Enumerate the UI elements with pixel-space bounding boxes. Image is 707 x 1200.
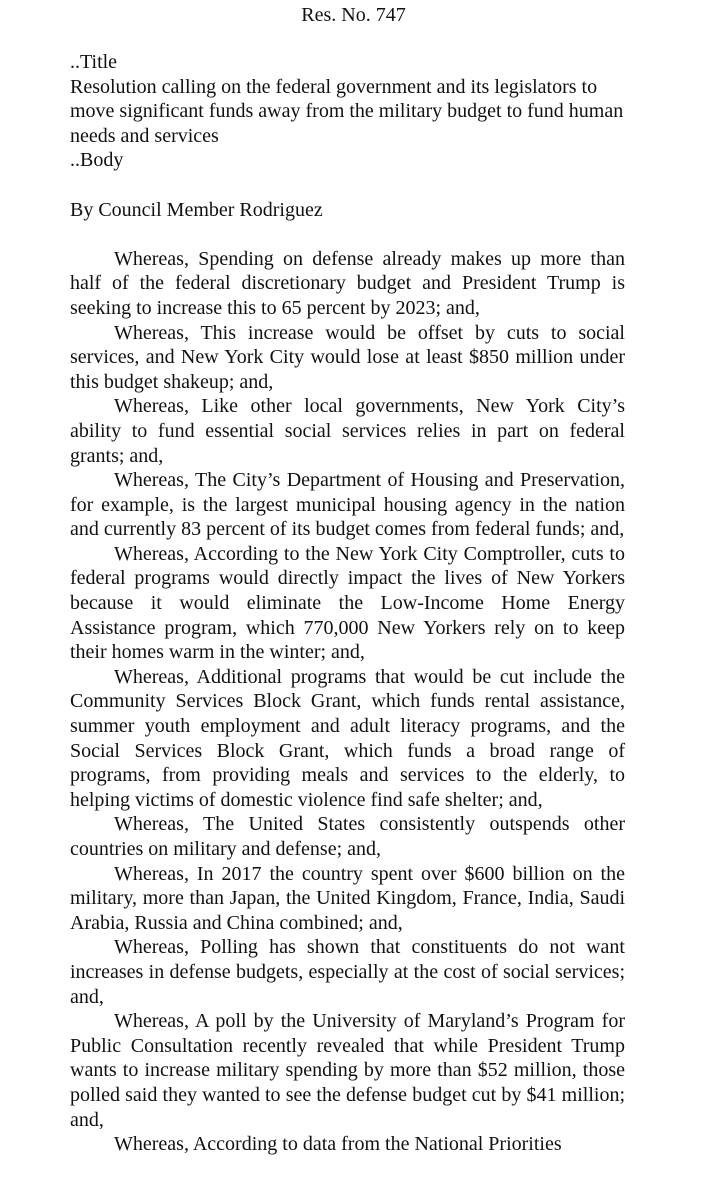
whereas-clause: Whereas, In 2017 the country spent over $600 billion on the military, more than Japan, the United Kingdom, France, India, Saudi Arabia, Russia and China combined; and, (70, 862, 625, 934)
title-marker: ..Title (70, 51, 118, 73)
whereas-clause: Whereas, Spending on defense already makes up more than half of the federal discretionary budget and President Trump is seeking to increase this to 65 percent by 2023; and, (70, 247, 625, 319)
whereas-clause: Whereas, A poll by the University of Maryland’s Program for Public Consultation recently revealed that while President Trump wants to increase military spending by more than $52 million, those polled said they wanted to see the defense budget cut by $41 million; and, (70, 1010, 625, 1131)
whereas-clause-partial: Whereas, According to data from the National Priorities (114, 1133, 562, 1156)
whereas-clause: Whereas, This increase would be offset by cuts to social services, and New York City would lose at least $850 million under this budget shakeup; and, (70, 321, 625, 393)
whereas-clause: Whereas, According to the New York City Comptroller, cuts to federal programs would directly impact the lives of New Yorkers because it would eliminate the Low-Income Home Energy Assistance program, which 770,000 New Yorkers rely on to keep their homes warm in the winter; and, (70, 542, 625, 664)
whereas-clause: Whereas, Polling has shown that constituents do not want increases in defense budgets, especially at the cost of social services; and, (70, 936, 625, 1008)
whereas-clause: Whereas, Additional programs that would be cut include the Community Services Block Grant, which funds rental assistance, summer youth employment and adult literacy programs, and the Social Services Block Grant, which funds a broad range of programs, from providing meals and services to the elderly, to helping victims of domestic violence find safe shelter; and, (70, 665, 625, 811)
sponsor-line: By Council Member Rodriguez (70, 198, 323, 221)
document-body (70, 50, 625, 1157)
resolution-title: Resolution calling on the federal government and its legislators to move significant funds away from the military budget to fund human needs and services (70, 75, 624, 147)
whereas-clause: Whereas, The United States consistently outspends other countries on military and defense; and, (70, 813, 625, 860)
body-marker: ..Body (70, 149, 124, 172)
whereas-clause: Whereas, Like other local governments, New York City’s ability to fund essential social services relies in part on federal grants; and, (70, 395, 625, 467)
resolution-number: Res. No. 747 (301, 4, 406, 26)
whereas-clause: Whereas, The City’s Department of Housing and Preservation, for example, is the largest municipal housing agency in the nation and currently 83 percent of its budget comes from federal funds; and, (70, 469, 625, 541)
